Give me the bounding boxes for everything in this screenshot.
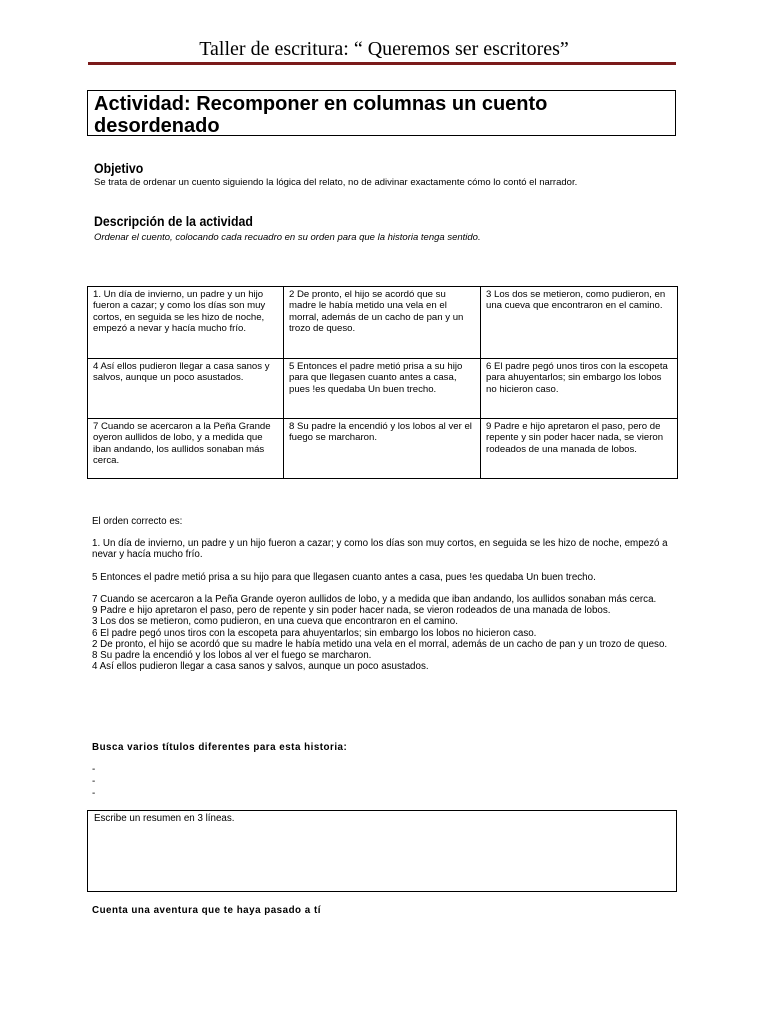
answer-line: 9 Padre e hijo apretaron el paso, pero de repente y sin poder hacer nada, se vieron rodeados de una manada de lobos. [92,605,611,617]
grid-row [88,359,678,419]
answer-intro: El orden correcto es: [92,516,183,527]
story-card-4: 4 Así ellos pudieron llegar a casa sanos y salvos, aunque un poco asustados. [88,359,284,419]
description-heading: Descripción de la actividad [94,213,253,229]
story-card-9: 9 Padre e hijo apretaron el paso, pero de repente y sin poder hacer nada, se vieron rodeados de una manada de lobos. [481,419,678,479]
answer-line: 2 De pronto, el hijo se acordó que su madre le había metido una vela en el morral, además de un cacho de pan y un trozo de queso. [92,638,668,650]
grid-row [88,287,678,359]
title-blank: - [92,788,96,799]
story-card-7: 7 Cuando se acercaron a la Peña Grande oyeron aullidos de lobo, y a medida que iban andando, los aullidos sonaban más cerca. [88,419,284,479]
answer-line: 3 Los dos se metieron, como pudieron, en una cueva que encontraron en el camino. [92,616,458,628]
story-card-1: 1. Un día de invierno, un padre y un hijo fueron a cazar; y como los días son muy cortos, en seguida se les hizo de noche, empezó a nevar y hacía mucho frío. [88,287,284,359]
summary-box [87,810,677,892]
title-blank: - [92,764,96,775]
objective-heading: Objetivo [94,160,144,176]
description-text: Ordenar el cuento, colocando cada recuadro en su orden para que la historia tenga sentido. [94,232,481,243]
answer-line: 6 El padre pegó unos tiros con la escopeta para ahuyentarlos; sin embargo los lobos no hicieron caso. [92,627,537,639]
answer-paragraph-1: 1. Un día de invierno, un padre y un hijo fueron a cazar; y como los días son muy cortos, en seguida se les hizo de noche, empezó a nevar y hacía mucho frío. [92,538,668,561]
story-card-5: 5 Entonces el padre metió prisa a su hijo para que llegasen cuanto antes a casa, pues !es quedaba Un buen trecho. [284,359,481,419]
activity-title: Actividad: Recomponer en columnas un cuento desordenado [94,93,548,137]
document-header-title: Taller de escritura: “ Queremos ser escritores” [199,38,569,60]
title-blank: - [92,776,96,787]
activity-title-box [87,90,676,136]
story-card-3: 3 Los dos se metieron, como pudieron, en una cueva que encontraron en el camino. [481,287,678,359]
adventure-prompt: Cuenta una aventura que te haya pasado a tí [92,905,321,916]
answer-list [92,594,682,672]
answer-paragraph-2: 5 Entonces el padre metió prisa a su hijo para que llegasen cuanto antes a casa, pues !es quedaba Un buen trecho. [92,572,596,583]
answer-line: 8 Su padre la encendió y los lobos al ver el fuego se marcharon. [92,650,372,662]
summary-prompt: Escribe un resumen en 3 líneas. [94,813,235,824]
answer-line: 7 Cuando se acercaron a la Peña Grande oyeron aullidos de lobo, y a medida que iban andando, los aullidos sonaban más cerca. [92,594,657,605]
header-divider [88,62,676,65]
story-card-8: 8 Su padre la encendió y los lobos al ver el fuego se marcharon. [284,419,481,479]
objective-text: Se trata de ordenar un cuento siguiendo la lógica del relato, no de adivinar exactamente cómo lo contó el narrador. [94,177,578,188]
story-card-2: 2 De pronto, el hijo se acordó que su madre le había metido una vela en el morral, además de un cacho de pan y un trozo de queso. [284,287,481,359]
grid-row [88,419,678,479]
titles-prompt: Busca varios títulos diferentes para esta historia: [92,742,348,753]
story-card-6: 6 El padre pegó unos tiros con la escopeta para ahuyentarlos; sin embargo los lobos no hicieron caso. [481,359,678,419]
story-grid [87,286,678,479]
answer-line: 4 Así ellos pudieron llegar a casa sanos y salvos, aunque un poco asustados. [92,661,429,673]
